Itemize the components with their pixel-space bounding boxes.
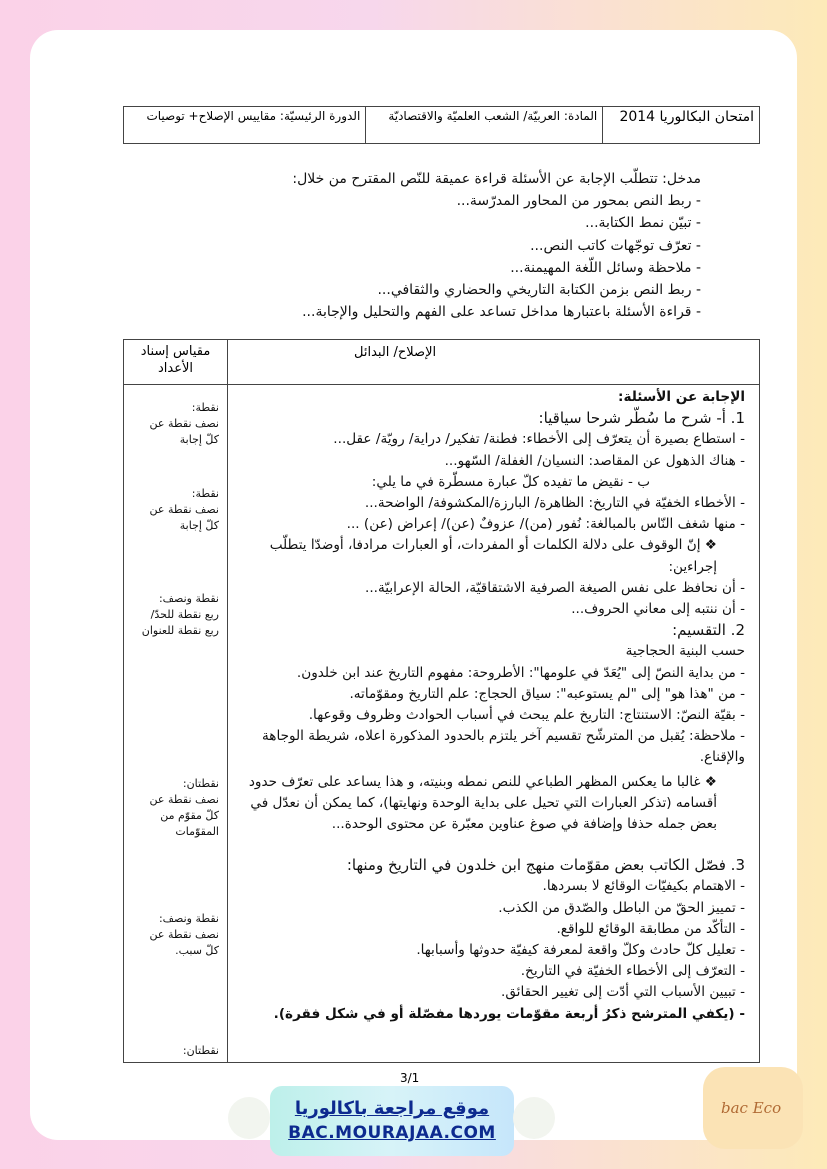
scale-line: نقطة: <box>191 401 219 414</box>
answer-line: - الاهتمام بكيفيّات الوقائع لا بسردها. <box>542 878 745 895</box>
site-logo-icon <box>513 1097 555 1139</box>
answer-line: - منها شغف النّاس بالمبالغة: نُفور (من)/ عزوفٌ (عن)/ إعراض (عن) ... <box>346 516 745 533</box>
site-banner[interactable] <box>270 1086 514 1156</box>
answers-body <box>230 387 745 1025</box>
question-3: 3. فصّل الكاتب بعض مقوّمات منهج ابن خلدون في التاريخ ومنها: <box>346 856 745 875</box>
answer-table <box>123 339 760 1063</box>
exam-session: الدورة الرئيسيّة: مقاييس الإصلاح+ توصيات <box>124 107 366 144</box>
scale-q1a <box>124 400 227 448</box>
scale-q3-final <box>124 1043 227 1059</box>
question-1b: ب - نقيض ما تفيده كلّ عبارة مسطّرة في ما يلي: <box>371 473 650 490</box>
answer-line: - من بداية النصّ إلى "يُعَدّ في علومها": الأطروحة: مفهوم التاريخ عند ابن خلدون. <box>296 664 745 681</box>
answer-line: - من "هذا هو" إلى "لم يستوعبه": سياق الحجاج: علم التاريخ ومقوّماته. <box>349 685 745 702</box>
intro-line: - قراءة الأسئلة باعتبارها مداخل تساعد على الفهم والتحليل والإجابة... <box>302 304 701 321</box>
exam-header-table <box>123 106 760 144</box>
answer-line: - التعرّف إلى الأخطاء الخفيّة في التاريخ. <box>520 963 745 980</box>
answer-line: - أن ننتبه إلى معاني الحروف... <box>571 601 745 618</box>
scale-line: كلّ إجابة <box>179 433 219 446</box>
scale-line: نقطة ونصف: <box>158 912 219 925</box>
scale-line: ربع نقطة للحدّ/ <box>150 608 219 621</box>
note-block: ❖ إنّ الوقوف على دلالة الكلمات أو المفردات، أو العبارات مرادفا، أوضدّا يتطلّب إجراءين: <box>269 537 717 575</box>
scale-line: نقطتان: <box>182 777 219 790</box>
scale-line: نصف نقطة عن <box>149 793 219 806</box>
exam-subject: المادة: العربيّة/ الشعب العلميّة والاقتصاديّة <box>366 107 603 144</box>
scale-line: كلّ سبب. <box>175 944 219 957</box>
answer-line: - بقيّة النصّ: الاستنتاج: التاريخ علم يبحث في أسباب الحوادث وظروف وقوعها. <box>308 707 745 724</box>
scale-line: نقطة: <box>191 487 219 500</box>
header-divider <box>124 384 759 385</box>
answer-line: - أن نحافظ على نفس الصيغة الصرفية الاشتقاقيّة، الحالة الإعرابيّة... <box>365 579 745 596</box>
answer-line: - التأكّد من مطابقة الوقائع للواقع. <box>556 920 745 937</box>
question-1a: 1. أ- شرح ما سُطّر شرحا سياقيا: <box>538 409 745 428</box>
column-divider <box>227 340 228 1062</box>
answer-subheading: حسب البنية الحجاجية <box>625 643 745 660</box>
scale-q1-note <box>124 591 227 639</box>
answer-line: - تبيين الأسباب التي أدّت إلى تغيير الحقائق. <box>501 984 745 1001</box>
scale-line: نصف نقطة عن <box>149 928 219 941</box>
answer-line: - استطاع بصيرة أن يتعرّف إلى الأخطاء: فطنة/ تفكير/ دراية/ رويّة/ عقل... <box>333 431 745 448</box>
answer-line: - ملاحظة: يُقبل من المترشّح تقسيم آخر يلتزم بالحدود المذكورة اعلاه، شريطة الوجاهة والإقناع. <box>262 728 745 766</box>
page-number: 3/1 <box>400 1071 420 1085</box>
answer-line: - (يكفي المترشح ذكرُ أربعة مقوّمات يوردها مفصّلة أو في شكل فقرة). <box>273 1005 745 1022</box>
intro-line: - تبيّن نمط الكتابة... <box>585 215 701 232</box>
banner-domain-link[interactable]: BAC.MOURAJAA.COM <box>288 1123 496 1143</box>
intro-line: مدخل: تتطلّب الإجابة عن الأسئلة قراءة عميقة للنّص المقترح من خلال: <box>292 171 701 187</box>
scale-line: كلّ مقوّم من <box>160 809 219 822</box>
answer-line: - تمييز الحقّ من الباطل والصّدق من الكذب. <box>498 899 745 916</box>
scale-q2 <box>124 776 227 840</box>
answer-line: - تعليل كلّ حادث وكلّ واقعة لمعرفة كيفيّة حدوثها وأسبابها. <box>416 942 745 959</box>
scale-line: نقطتان: <box>182 1044 219 1057</box>
note-block: ❖ غالبا ما يعكس المظهر الطباعي للنص نمطه وبنيته، و هذا يساعد على تعرّف حدود أقسامه (تذكر العبارات التي تحيل على بداية الوحدة ونهايتها)، كما يمكن أن نعدّل في بعض جمله حذفا وإضافة في صوغ عناوين معبّرة عن محتوى الوحدة... <box>248 773 717 833</box>
answers-heading: الإجابة عن الأسئلة: <box>618 389 745 405</box>
scale-line: كلّ إجابة <box>179 519 219 532</box>
scale-line: المقوّمات <box>175 825 219 838</box>
banner-arabic-link[interactable]: موقع مراجعة باكالوريا <box>294 1098 490 1119</box>
intro-line: - تعرّف توجّهات كاتب النص... <box>530 237 701 254</box>
exam-title: امتحان البكالوريا 2014 <box>603 107 760 144</box>
scale-q3 <box>124 911 227 959</box>
answer-line: - الأخطاء الخفيّة في التاريخ: الظاهرة/ البارزة/المكشوفة/ الواضحة... <box>364 495 745 512</box>
answer-line: - هناك الذهول عن المقاصد: النسيان/ الغفلة/ السّهو... <box>444 452 745 469</box>
scale-column-header: مقياس إسناد الأعداد <box>140 344 211 376</box>
intro-line: - ربط النص بمحور من المحاور المدرّسة... <box>456 193 701 210</box>
intro-line: - ربط النص بزمن الكتابة التاريخي والحضاري والثقافي... <box>377 282 701 299</box>
spacer <box>230 835 745 855</box>
scale-line: نصف نقطة عن <box>149 417 219 430</box>
answer-column-header: الإصلاح/ البدائل <box>354 345 437 360</box>
scale-line: نصف نقطة عن <box>149 503 219 516</box>
badge-text: bac Eco <box>721 1099 782 1117</box>
bac-eco-badge <box>703 1067 803 1149</box>
scale-q1b <box>124 486 227 534</box>
intro-line: - ملاحظة وسائل اللّغة المهيمنة... <box>510 259 701 276</box>
site-logo-icon <box>228 1097 270 1139</box>
scale-line: ربع نقطة للعنوان <box>141 624 219 637</box>
intro-section <box>141 168 701 323</box>
scale-line: نقطة ونصف: <box>158 592 219 605</box>
question-2: 2. التقسيم: <box>672 621 745 640</box>
